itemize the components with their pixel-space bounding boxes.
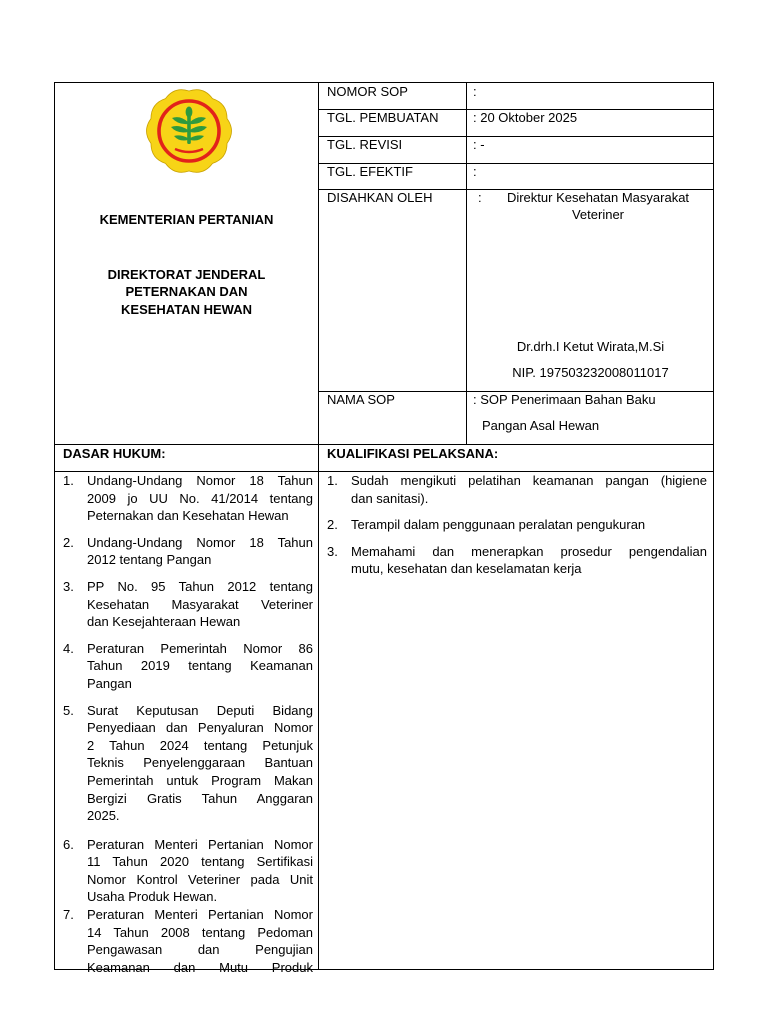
list-item-line: Teknis Penyelenggaraan Bantuan — [87, 755, 313, 771]
directorate-line-3: KESEHATAN HEWAN — [121, 302, 252, 317]
list-item-line: Kesehatan Masyarakat Veteriner — [87, 596, 313, 612]
nama-sop-label: NAMA SOP — [327, 392, 395, 407]
nomor-sop-value: : — [473, 84, 477, 99]
list-item-line: Bergizi Gratis Tahun Anggaran — [87, 790, 313, 806]
list-item — [63, 578, 313, 631]
info-value-divider — [466, 83, 467, 444]
list-item-number: 5. — [63, 702, 74, 718]
list-item-line: 11 Tahun 2020 tentang Sertifikasi — [87, 854, 313, 870]
list-item-line: dan sanitasi). — [351, 490, 429, 506]
list-item-number: 4. — [63, 640, 74, 656]
list-item-number: 1. — [327, 473, 338, 488]
nama-sop-value-line-2: Pangan Asal Hewan — [482, 418, 600, 433]
tgl-efektif-label: TGL. EFEKTIF — [327, 164, 413, 179]
list-item-line: Sudah mengikuti pelatihan keamanan pangan (higiene — [351, 473, 707, 488]
tgl-pembuatan-value: : 20 Oktober 2025 — [473, 110, 578, 125]
dasar-hukum-list — [63, 472, 313, 976]
list-item-number: 7. — [63, 907, 74, 923]
list-item — [327, 472, 707, 507]
list-item-line: Pengawasan dan Pengujian — [87, 942, 313, 958]
list-item-number: 3. — [327, 543, 338, 559]
disahkan-oleh-label: DISAHKAN OLEH — [327, 190, 433, 205]
tgl-pembuatan-label: TGL. PEMBUATAN — [327, 110, 439, 125]
list-item-line: Penyediaan dan Penyaluran Nomor — [87, 720, 313, 736]
list-item-line: Peraturan Menteri Pertanian Nomor — [87, 836, 313, 852]
list-item-number: 6. — [63, 836, 74, 852]
ministry-name: KEMENTERIAN PERTANIAN — [99, 212, 274, 227]
list-item — [327, 543, 707, 578]
list-item-line: PP No. 95 Tahun 2012 tentang — [87, 578, 313, 594]
list-item-line: 2009 jo UU No. 41/2014 tentang — [87, 490, 313, 506]
list-item-line: Pangan — [87, 675, 132, 691]
list-item-line: mutu, kesehatan dan keselamatan kerja — [351, 561, 582, 577]
list-item-line: Undang-Undang Nomor 18 Tahun — [87, 534, 313, 550]
ministry-logo — [141, 83, 237, 179]
list-item-line: Terampil dalam penggunaan peralatan pengukuran — [351, 517, 646, 533]
approver-title-line-2: Veteriner — [571, 207, 625, 222]
signer-nip: NIP. 197503232008011017 — [512, 365, 669, 380]
list-item-line: 2012 tentang Pangan — [87, 552, 212, 568]
list-item — [327, 516, 707, 534]
list-item — [63, 836, 313, 906]
list-item-line: Peraturan Pemerintah Nomor 86 — [87, 640, 313, 656]
approver-title-line-1: Direktur Kesehatan Masyarakat — [506, 190, 690, 205]
list-item-line: 2 Tahun 2024 tentang Petunjuk — [87, 737, 313, 753]
list-item-number: 2. — [63, 534, 74, 550]
list-item — [63, 702, 313, 825]
list-item-line: 2025. — [87, 808, 120, 824]
tgl-revisi-value: : - — [473, 137, 485, 152]
column-divider — [318, 83, 319, 970]
nama-sop-value-line-1: : SOP Penerimaan Bahan Baku — [473, 392, 656, 407]
directorate-line-1: DIREKTORAT JENDERAL — [107, 267, 266, 282]
disahkan-oleh-colon: : — [478, 190, 482, 205]
list-item-line: Pemerintah untuk Program Makan — [87, 772, 313, 788]
tgl-revisi-label: TGL. REVISI — [327, 137, 403, 152]
list-item-line: Nomor Kontrol Veteriner pada Unit — [87, 871, 313, 887]
tgl-efektif-value: : — [473, 164, 477, 179]
list-item-line: Keamanan dan Mutu Produk — [87, 959, 313, 975]
dasar-hukum-title: DASAR HUKUM: — [63, 446, 166, 461]
list-item — [63, 534, 313, 569]
list-item-line: dan Kesejahteraan Hewan — [87, 614, 241, 630]
list-item-line: Tahun 2019 tentang Keamanan — [87, 658, 313, 674]
list-item-line: Peternakan dan Kesehatan Hewan — [87, 508, 289, 524]
sop-document — [54, 82, 714, 975]
list-item-line: Surat Keputusan Deputi Bidang — [87, 702, 313, 718]
list-item-line: Memahami dan menerapkan prosedur pengendalian — [351, 543, 707, 559]
list-item-line: 14 Tahun 2008 tentang Pedoman — [87, 924, 313, 940]
signer-name: Dr.drh.I Ketut Wirata,M.Si — [516, 339, 665, 354]
list-item-number: 2. — [327, 517, 338, 533]
list-item — [63, 906, 313, 976]
nomor-sop-label: NOMOR SOP — [327, 84, 408, 99]
kualifikasi-list — [327, 472, 707, 578]
list-item-line: Usaha Produk Hewan. — [87, 889, 218, 905]
kualifikasi-title: KUALIFIKASI PELAKSANA: — [327, 446, 499, 461]
list-item-number: 1. — [63, 473, 74, 488]
directorate-line-2: PETERNAKAN DAN — [125, 284, 248, 299]
list-item-number: 3. — [63, 578, 74, 594]
list-item-line: Undang-Undang Nomor 18 Tahun — [87, 473, 313, 488]
list-item — [63, 640, 313, 693]
list-item — [63, 472, 313, 525]
list-item-line: Peraturan Menteri Pertanian Nomor — [87, 907, 313, 923]
